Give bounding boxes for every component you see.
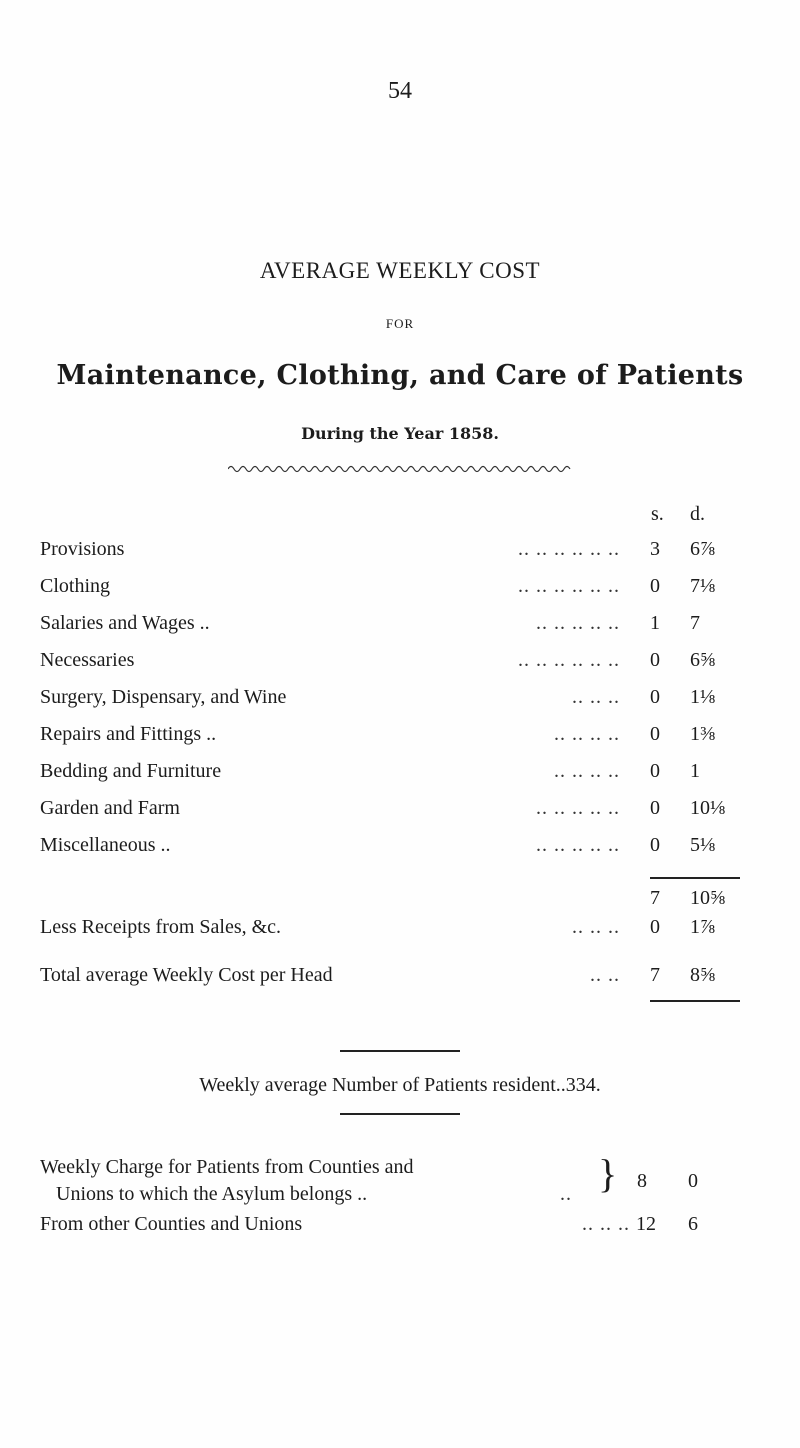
item-pence: 1⅛ [690, 686, 715, 708]
less-receipts-label: Less Receipts from Sales, &c. [40, 916, 282, 938]
leader-dots: .. .. .. .. .. [536, 612, 620, 634]
item-pence: 7 [690, 612, 700, 634]
charge-line-3: From other Counties and Unions [40, 1213, 303, 1235]
item-label-bedding: Bedding and Furniture [40, 760, 222, 782]
item-pence: 10⅛ [690, 797, 725, 819]
note-rule-top [340, 1050, 460, 1052]
page-title: AVERAGE WEEKLY COST [259, 258, 541, 283]
leader-dots: .. .. .. .. .. [536, 797, 620, 819]
item-label-necessaries: Necessaries [40, 649, 135, 671]
item-pence: 1 [690, 760, 700, 782]
subtotal-pence: 10⅝ [690, 887, 725, 909]
item-label-repairs: Repairs and Fittings .. [40, 723, 217, 745]
subtotal-rule [650, 877, 740, 879]
leader-dots: .. .. .. .. .. .. [518, 649, 620, 671]
item-shillings: 0 [650, 686, 660, 708]
page-number: 54 [388, 78, 412, 104]
patients-note: Weekly average Number of Patients resident..334. [199, 1074, 601, 1096]
total-label: Total average Weekly Cost per Head [40, 964, 333, 986]
shillings-header: s. [651, 503, 664, 525]
leader-dots: .. .. .. [572, 916, 620, 938]
item-shillings: 1 [650, 612, 660, 634]
wavy-divider [228, 464, 572, 474]
item-label-clothing: Clothing [40, 575, 111, 597]
item-pence: 1⅜ [690, 723, 715, 745]
charge-shillings-2: 12 [636, 1213, 656, 1235]
brace-icon: } [598, 1151, 618, 1196]
charge-pence-2: 6 [688, 1213, 698, 1235]
item-shillings: 3 [650, 538, 660, 560]
charge-shillings-1: 8 [637, 1170, 647, 1192]
leader-dots: .. .. .. [582, 1213, 630, 1235]
item-pence: 6⅞ [690, 538, 715, 560]
less-receipts-pence: 1⅞ [690, 916, 715, 938]
total-rule [650, 1000, 740, 1002]
charge-pence-1: 0 [688, 1170, 698, 1192]
item-label-provisions: Provisions [40, 538, 125, 560]
for-label: FOR [385, 316, 415, 331]
leader-dots: .. .. .. [572, 686, 620, 708]
item-label-garden: Garden and Farm [40, 797, 180, 819]
page-subtitle: Maintenance, Clothing, and Care of Patients [56, 360, 744, 391]
note-rule-bottom [340, 1113, 460, 1115]
item-pence: 5⅛ [690, 834, 715, 856]
item-pence: 7⅛ [690, 575, 715, 597]
item-shillings: 0 [650, 834, 660, 856]
leader-dots: .. .. [590, 964, 620, 986]
leader-dots: .. [560, 1183, 572, 1205]
subtotal-shillings: 7 [650, 887, 660, 909]
total-pence: 8⅝ [690, 964, 715, 986]
year-line: During the Year 1858. [301, 424, 499, 443]
item-label-surgery: Surgery, Dispensary, and Wine [40, 686, 287, 708]
item-label-miscellaneous: Miscellaneous .. [40, 834, 171, 856]
charge-line-1: Weekly Charge for Patients from Counties and [40, 1156, 414, 1178]
item-shillings: 0 [650, 649, 660, 671]
item-label-salaries: Salaries and Wages .. [40, 612, 210, 634]
total-shillings: 7 [650, 964, 660, 986]
leader-dots: .. .. .. .. [554, 760, 620, 782]
leader-dots: .. .. .. .. .. [536, 834, 620, 856]
leader-dots: .. .. .. .. .. .. [518, 575, 620, 597]
item-shillings: 0 [650, 797, 660, 819]
pence-header: d. [690, 503, 705, 525]
item-shillings: 0 [650, 723, 660, 745]
less-receipts-shillings: 0 [650, 916, 660, 938]
item-shillings: 0 [650, 575, 660, 597]
charge-line-2: Unions to which the Asylum belongs .. [56, 1183, 368, 1205]
item-pence: 6⅝ [690, 649, 715, 671]
item-shillings: 0 [650, 760, 660, 782]
leader-dots: .. .. .. .. .. .. [518, 538, 620, 560]
leader-dots: .. .. .. .. [554, 723, 620, 745]
